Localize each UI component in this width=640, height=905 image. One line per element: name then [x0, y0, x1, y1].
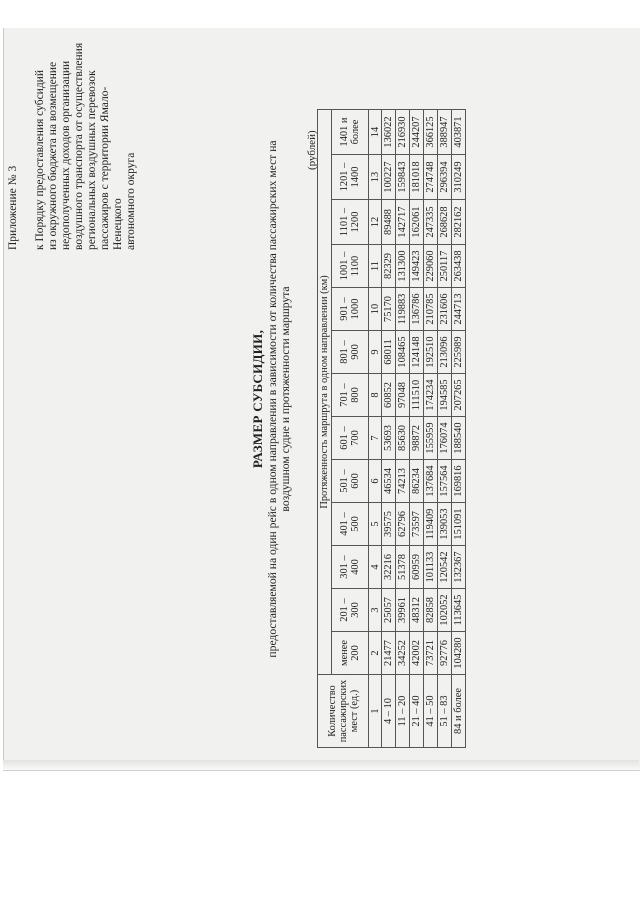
column-header-cell: 801 – 900: [332, 331, 369, 374]
value-cell: 137684: [424, 460, 438, 503]
appendix-line: воздушного транспорта от осуществления: [73, 42, 85, 250]
value-cell: 263438: [452, 245, 466, 288]
column-header-cell: 301 – 400: [332, 546, 369, 589]
value-cell: 192510: [424, 331, 438, 374]
value-cell: 296394: [438, 155, 452, 200]
value-cell: 142717: [396, 200, 410, 245]
table-row: [438, 110, 452, 748]
value-cell: 46534: [382, 460, 396, 503]
value-cell: 282162: [452, 200, 466, 245]
value-cell: 108465: [396, 331, 410, 374]
appendix-line: к Порядку предоставления субсидий: [34, 70, 46, 250]
column-number-cell: 11: [369, 245, 382, 288]
group-header-cell: Протяженность маршрута в одном направлении (км): [318, 110, 332, 675]
table-row: [382, 110, 396, 748]
table-row: [424, 110, 438, 748]
column-number-cell: 6: [369, 460, 382, 503]
value-cell: 25057: [382, 589, 396, 632]
value-cell: 21477: [382, 632, 396, 675]
column-number-cell: 13: [369, 155, 382, 200]
appendix-line: автономного округа: [125, 152, 137, 250]
value-cell: 98872: [410, 417, 424, 460]
value-cell: 244713: [452, 288, 466, 331]
column-header-cell: 201 – 300: [332, 589, 369, 632]
value-cell: 75170: [382, 288, 396, 331]
value-cell: 155959: [424, 417, 438, 460]
value-cell: 86234: [410, 460, 424, 503]
column-number-cell: 8: [369, 374, 382, 417]
value-cell: 62796: [396, 503, 410, 546]
column-number-cell: 1: [369, 675, 382, 748]
value-cell: 60959: [410, 546, 424, 589]
column-header-cell: 1101 – 1200: [332, 200, 369, 245]
subsidy-table: [317, 109, 466, 748]
appendix-number: Приложение № 3: [7, 165, 19, 250]
column-header-cell: менее 200: [332, 632, 369, 675]
value-cell: 213096: [438, 331, 452, 374]
column-header-cell: 501 – 600: [332, 460, 369, 503]
value-cell: 102052: [438, 589, 452, 632]
value-cell: 210785: [424, 288, 438, 331]
value-cell: 159843: [396, 155, 410, 200]
row-label-cell: 21 – 40: [410, 675, 424, 748]
row-header-cell: Количество пассажирских мест (ед.): [318, 675, 369, 748]
document-subtitle: предоставляемой на один рейс в одном направлении в зависимости от количества пассажирских мест на воздушном судне и протяженности маршрута: [266, 140, 292, 658]
value-cell: 151091: [452, 503, 466, 546]
value-cell: 100227: [382, 155, 396, 200]
value-cell: 89488: [382, 200, 396, 245]
appendix-line: недополученных доходов организации: [60, 60, 72, 250]
scan-edge-shadow: [3, 760, 639, 770]
value-cell: 132367: [452, 546, 466, 589]
column-header-cell: 401 – 500: [332, 503, 369, 546]
row-label-cell: 41 – 50: [424, 675, 438, 748]
value-cell: 42002: [410, 632, 424, 675]
value-cell: 229060: [424, 245, 438, 288]
value-cell: 188540: [452, 417, 466, 460]
table-row: [396, 110, 410, 748]
column-number-cell: 12: [369, 200, 382, 245]
column-number-cell: 7: [369, 417, 382, 460]
value-cell: 136022: [382, 110, 396, 155]
column-header-cell: 601 – 700: [332, 417, 369, 460]
value-cell: 247335: [424, 200, 438, 245]
appendix-line: из окружного бюджета на возмещение: [47, 61, 59, 250]
value-cell: 136786: [410, 288, 424, 331]
value-cell: 51378: [396, 546, 410, 589]
value-cell: 68011: [382, 331, 396, 374]
scanned-page: [3, 28, 640, 771]
appendix-line: региональных воздушных перевозок: [86, 70, 98, 250]
value-cell: 366125: [424, 110, 438, 155]
row-label-cell: 84 и более: [452, 675, 466, 748]
row-label-cell: 51 – 83: [438, 675, 452, 748]
value-cell: 32216: [382, 546, 396, 589]
value-cell: 216930: [396, 110, 410, 155]
column-number-cell: 5: [369, 503, 382, 546]
value-cell: 268628: [438, 200, 452, 245]
value-cell: 73597: [410, 503, 424, 546]
column-number-cell: 3: [369, 589, 382, 632]
value-cell: 119409: [424, 503, 438, 546]
value-cell: 250117: [438, 245, 452, 288]
value-cell: 174234: [424, 374, 438, 417]
value-cell: 34252: [396, 632, 410, 675]
value-cell: 82858: [424, 589, 438, 632]
value-cell: 139053: [438, 503, 452, 546]
value-cell: 113645: [452, 589, 466, 632]
value-cell: 310249: [452, 155, 466, 200]
value-cell: 194585: [438, 374, 452, 417]
appendix-line: пассажиров с территории Ямало-Ненецкого: [99, 86, 124, 250]
column-number-cell: 4: [369, 546, 382, 589]
column-header-cell: 1001 – 1100: [332, 245, 369, 288]
appendix-text: [34, 40, 138, 250]
value-cell: 207265: [452, 374, 466, 417]
value-cell: 92776: [438, 632, 452, 675]
value-cell: 101133: [424, 546, 438, 589]
value-cell: 39575: [382, 503, 396, 546]
value-cell: 162061: [410, 200, 424, 245]
value-cell: 60852: [382, 374, 396, 417]
value-cell: 53693: [382, 417, 396, 460]
value-cell: 85630: [396, 417, 410, 460]
value-cell: 403871: [452, 110, 466, 155]
document-title: РАЗМЕР СУБСИДИИ,: [250, 329, 265, 469]
column-number-cell: 9: [369, 331, 382, 374]
value-cell: 169816: [452, 460, 466, 503]
column-number-cell: 14: [369, 110, 382, 155]
value-cell: 74213: [396, 460, 410, 503]
value-cell: 388947: [438, 110, 452, 155]
value-cell: 124148: [410, 331, 424, 374]
value-cell: 39961: [396, 589, 410, 632]
column-header-cell: 901 – 1000: [332, 288, 369, 331]
value-cell: 181018: [410, 155, 424, 200]
value-cell: 73721: [424, 632, 438, 675]
value-cell: 176074: [438, 417, 452, 460]
rotated-document: [4, 28, 640, 770]
column-header-cell: 701 – 800: [332, 374, 369, 417]
value-cell: 48312: [410, 589, 424, 632]
value-cell: 231606: [438, 288, 452, 331]
value-cell: 157564: [438, 460, 452, 503]
value-cell: 119883: [396, 288, 410, 331]
value-cell: 131300: [396, 245, 410, 288]
table-row: [410, 110, 424, 748]
appendix-block: [7, 40, 138, 250]
value-cell: 104280: [452, 632, 466, 675]
row-label-cell: 4 – 10: [382, 675, 396, 748]
row-label-cell: 11 – 20: [396, 675, 410, 748]
value-cell: 97048: [396, 374, 410, 417]
table-row: [452, 110, 466, 748]
column-number-cell: 2: [369, 632, 382, 675]
value-cell: 111510: [410, 374, 424, 417]
value-cell: 244207: [410, 110, 424, 155]
value-cell: 225989: [452, 331, 466, 374]
value-cell: 149423: [410, 245, 424, 288]
value-cell: 82329: [382, 245, 396, 288]
units-label: (рублей): [306, 130, 318, 170]
column-number-cell: 10: [369, 288, 382, 331]
value-cell: 120542: [438, 546, 452, 589]
value-cell: 274748: [424, 155, 438, 200]
column-header-cell: 1201 – 1400: [332, 155, 369, 200]
column-header-cell: 1401 и более: [332, 110, 369, 155]
